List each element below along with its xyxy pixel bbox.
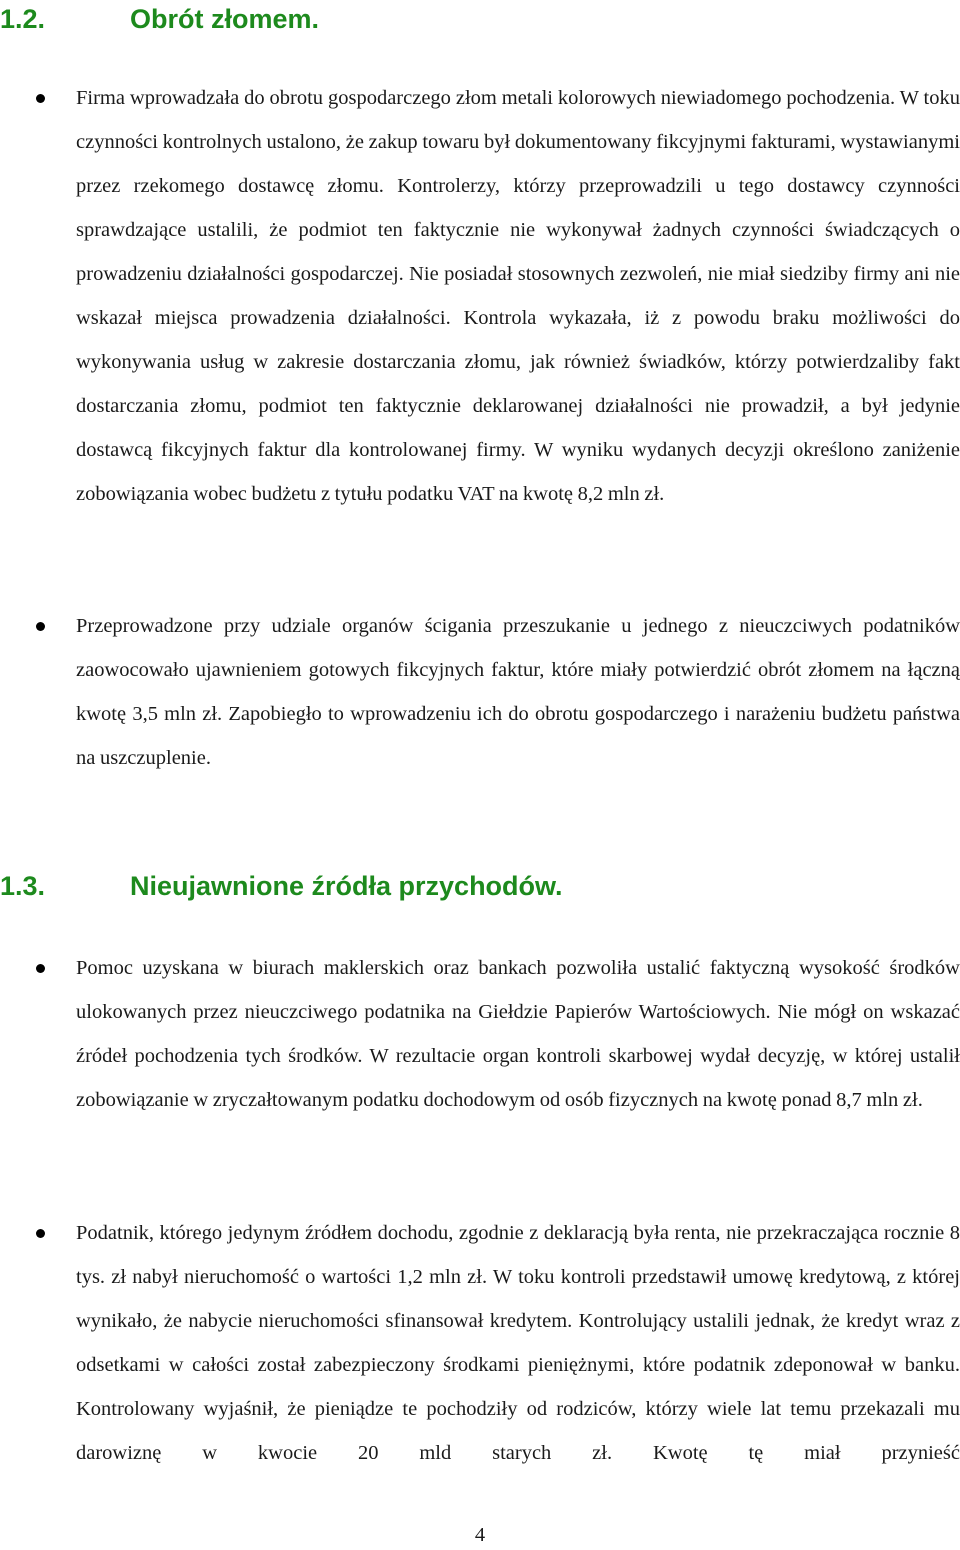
- bullet-icon: [36, 964, 45, 973]
- section-heading-1-3: [0, 869, 563, 903]
- list-item: [0, 76, 960, 516]
- bullet-icon: [36, 94, 45, 103]
- section-title: Nieujawnione źródła przychodów.: [130, 871, 563, 901]
- paragraph-stock-exchange-funds: Pomoc uzyskana w biurach maklerskich oraz bankach pozwoliła ustalić faktyczną wysokość środków ulokowanych przez nieuczciwego podatnika na Giełdzie Papierów Wartościowych. Nie mógł on wskazać źródeł pochodzenia tych środków. W rezultacie organ kontroli skarbowej wydał decyzję, w której ustalił zobowiązanie w zryczałtowanym podatku dochodowym od osób fizycznych na kwotę ponad 8,7 mln zł.: [76, 957, 960, 1111]
- bullet-icon: [36, 622, 45, 631]
- section-heading-1-2: [0, 2, 319, 36]
- paragraph-scrap-fictitious-invoices: Firma wprowadzała do obrotu gospodarczego złom metali kolorowych niewiadomego pochodzenia. W toku czynności kontrolnych ustalono, że zakup towaru był dokumentowany fikcyjnymi fakturami, wystawianymi przez rzekomego dostawcę złomu. Kontrolerzy, którzy przeprowadzili u tego dostawcy czynności sprawdzające ustalili, że podmiot ten faktycznie nie wykonywał żadnych czynności świadczących o prowadzeniu działalności gospodarczej. Nie posiadał stosownych zezwoleń, nie miał siedziby firmy ani nie wskazał miejsca prowadzenia działalności. Kontrola wykazała, iż z powodu braku możliwości do wykonywania usług w zakresie dostarczania złomu, jak również świadków, którzy potwierdzaliby fakt dostarczania złomu, podmiot ten faktycznie deklarowanej działalności nie prowadził, a był jedynie dostawcą fikcyjnych faktur dla kontrolowanej firmy. W wyniku wydanych decyzji określono zaniżenie zobowiązania wobec budżetu z tytułu podatku VAT na kwotę 8,2 mln zł.: [76, 87, 960, 505]
- page-number: 4: [474, 1524, 486, 1546]
- bullet-icon: [36, 1229, 45, 1238]
- paragraph-search-seizure: Przeprowadzone przy udziale organów ścigania przeszukanie u jednego z nieuczciwych podatników zaowocowało ujawnieniem gotowych fikcyjnych faktur, które miały potwierdzić obrót złomem na łączną kwotę 3,5 mln zł. Zapobiegło to wprowadzeniu ich do obrotu gospodarczego i narażeniu budżetu państwa na uszczuplenie.: [76, 615, 960, 769]
- paragraph-property-purchase: Podatnik, którego jedynym źródłem dochodu, zgodnie z deklaracją była renta, nie przekraczająca rocznie 8 tys. zł nabył nieruchomość o wartości 1,2 mln zł. W toku kontroli przedstawił umowę kredytową, z której wynikało, że nabycie nieruchomości sfinansował kredytem. Kontrolujący ustalili jednak, że kredyt wraz z odsetkami w całości został zabezpieczony środkami pieniężnymi, które podatnik zdeponował w banku. Kontrolowany wyjaśnił, że pieniądze te pochodziły od rodziców, którzy wiele lat temu przekazali mu darowiznę w kwocie 20 mld starych zł. Kwotę tę miał przynieść: [76, 1222, 960, 1464]
- list-item: [0, 1211, 960, 1475]
- list-item: [0, 604, 960, 780]
- section-title: Obrót złomem.: [130, 4, 320, 34]
- list-item: [0, 946, 960, 1122]
- section-number: 1.2.: [0, 4, 46, 34]
- section-number: 1.3.: [0, 871, 46, 901]
